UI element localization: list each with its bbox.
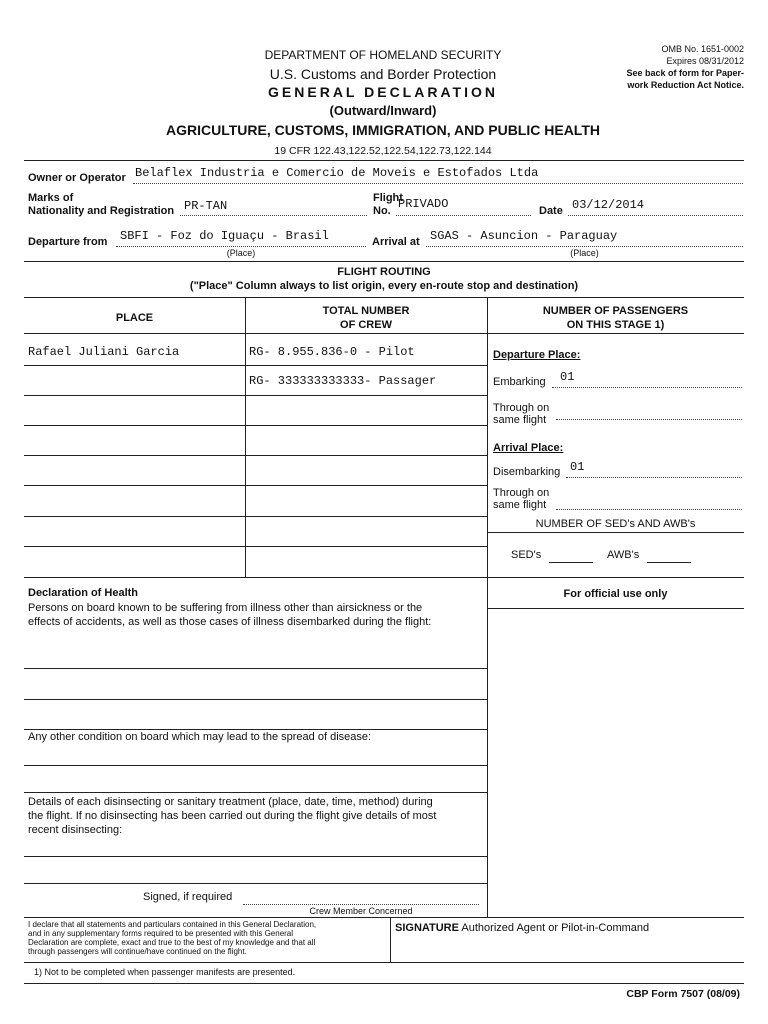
embarking-label: Embarking — [493, 376, 546, 388]
marks-value[interactable]: PR-TAN — [184, 199, 228, 213]
awb-label: AWB's — [607, 549, 640, 561]
table-cell-crew[interactable]: RG- 8.955.836-0 - Pilot — [249, 345, 415, 359]
divider — [487, 608, 744, 609]
disinsect-line[interactable] — [24, 856, 487, 857]
other-condition-text: Any other condition on board which may lead to the spread of disease: — [28, 731, 372, 743]
owner-value[interactable]: Belaflex Industria e Comercio de Moveis e Estofados Ltda — [135, 166, 539, 180]
column-divider — [390, 917, 391, 962]
departure-place-label: Departure Place: — [493, 349, 581, 361]
disembarking-line — [566, 477, 742, 478]
arrival-place-caption: (Place) — [570, 248, 599, 258]
marks-line — [180, 215, 367, 216]
disembarking-value[interactable]: 01 — [570, 460, 585, 474]
health-title: Declaration of Health — [28, 587, 139, 599]
departure-value[interactable]: SBFI - Foz do Iguaçu - Brasil — [120, 229, 329, 243]
column-divider — [487, 297, 488, 917]
health-text: Persons on board known to be suffering from illness other than airsickness or the effects of accidents, as well as those cases of illness disembarked during the flight: — [28, 602, 432, 628]
form-category: AGRICULTURE, CUSTOMS, IMMIGRATION, AND PUBLIC HEALTH — [166, 122, 600, 138]
sed-field[interactable] — [549, 562, 593, 563]
col-passengers-header: NUMBER OF PASSENGERS ON THIS STAGE 1) — [542, 305, 689, 331]
arrival-value[interactable]: SGAS - Asuncion - Paraguay — [430, 229, 618, 243]
divider — [24, 983, 744, 984]
divider — [24, 261, 744, 262]
divider — [24, 297, 744, 298]
table-row-line — [24, 455, 487, 456]
omb-notice: OMB No. 1651-0002 Expires 08/31/2012 See back of form for Paper- work Reduction Act Notice. — [626, 44, 744, 90]
crew-member-caption: Crew Member Concerned — [309, 906, 413, 916]
date-line — [568, 215, 743, 216]
departure-place-caption: (Place) — [226, 248, 256, 258]
col-place-header: PLACE — [115, 312, 154, 324]
arrival-line — [426, 246, 743, 247]
table-row-line — [24, 516, 487, 517]
awb-field[interactable] — [647, 562, 691, 563]
divider — [24, 577, 744, 578]
official-use-label: For official use only — [563, 588, 668, 600]
disinsect-line[interactable] — [24, 883, 487, 884]
arrival-label: Arrival at — [372, 236, 420, 248]
through-line — [556, 419, 742, 420]
through-label: Through on same flight — [493, 402, 550, 426]
divider — [487, 532, 744, 533]
form-id: CBP Form 7507 (08/09) — [626, 988, 740, 1000]
health-line[interactable] — [24, 668, 487, 669]
table-cell-place[interactable]: Rafael Juliani Garcia — [28, 345, 180, 359]
divider — [24, 917, 744, 918]
disinsecting-text: Details of each disinsecting or sanitary treatment (place, date, time, method) during the flight. If no disinsecting has been carried out during the flight give details of most recent disinsecting: — [28, 796, 437, 836]
sed-label: SED's — [511, 549, 542, 561]
embarking-line — [552, 387, 742, 388]
owner-label: Owner or Operator — [28, 172, 126, 184]
signature-label[interactable]: SIGNATURE Authorized Agent or Pilot-in-Command — [395, 922, 650, 934]
routing-title: FLIGHT ROUTING — [337, 266, 431, 278]
form-subtitle: (Outward/Inward) — [329, 103, 437, 118]
departure-line — [116, 246, 366, 247]
signature-line[interactable] — [243, 904, 479, 905]
routing-note: ("Place" Column always to list origin, every en-route stop and destination) — [189, 280, 579, 292]
col-crew-header: TOTAL NUMBER OF CREW — [322, 305, 410, 331]
date-label: Date — [539, 205, 563, 217]
marks-label: Marks of Nationality and Registration — [28, 192, 175, 217]
form-title: GENERAL DECLARATION — [268, 84, 498, 100]
table-row-line — [24, 395, 487, 396]
table-row-line — [24, 485, 487, 486]
sub-agency: U.S. Customs and Border Protection — [269, 66, 497, 82]
condition-line[interactable] — [24, 765, 487, 766]
divider — [24, 962, 744, 963]
condition-line[interactable] — [24, 792, 487, 793]
footnote: 1) Not to be completed when passenger manifests are presented. — [34, 967, 296, 977]
column-divider — [245, 297, 246, 577]
signed-label: Signed, if required — [143, 891, 233, 903]
through-line — [556, 509, 742, 510]
table-row-line — [24, 546, 487, 547]
embarking-value[interactable]: 01 — [560, 370, 575, 384]
arrival-place-label: Arrival Place: — [493, 442, 564, 454]
agency: DEPARTMENT OF HOMELAND SECURITY — [264, 48, 502, 62]
departure-label: Departure from — [28, 236, 108, 248]
disembarking-label: Disembarking — [493, 466, 561, 478]
table-row-line — [24, 425, 487, 426]
declaration-text: I declare that all statements and particulars contained in this General Declaration, and in any supplementary forms required to be presented with this General Declaration are complete, exact and true to the best of my knowledge and that all through passengers will continue/have continued on the flight. — [28, 920, 317, 956]
date-value[interactable]: 03/12/2014 — [572, 198, 645, 212]
through-label: Through on same flight — [493, 487, 550, 511]
owner-line — [133, 183, 743, 184]
health-line[interactable] — [24, 699, 487, 700]
flight-label: Flight No. — [373, 192, 403, 217]
divider — [24, 333, 744, 334]
cfr-reference: 19 CFR 122.43,122.52,122.54,122.73,122.144 — [274, 145, 492, 157]
table-row-line — [24, 365, 487, 366]
health-line[interactable] — [24, 729, 487, 730]
divider — [24, 160, 744, 161]
flight-line — [396, 215, 531, 216]
flight-value[interactable]: PRIVADO — [398, 197, 449, 211]
sed-awb-title: NUMBER OF SED's AND AWB's — [535, 518, 696, 530]
table-cell-crew[interactable]: RG- 333333333333- Passager — [249, 374, 437, 388]
